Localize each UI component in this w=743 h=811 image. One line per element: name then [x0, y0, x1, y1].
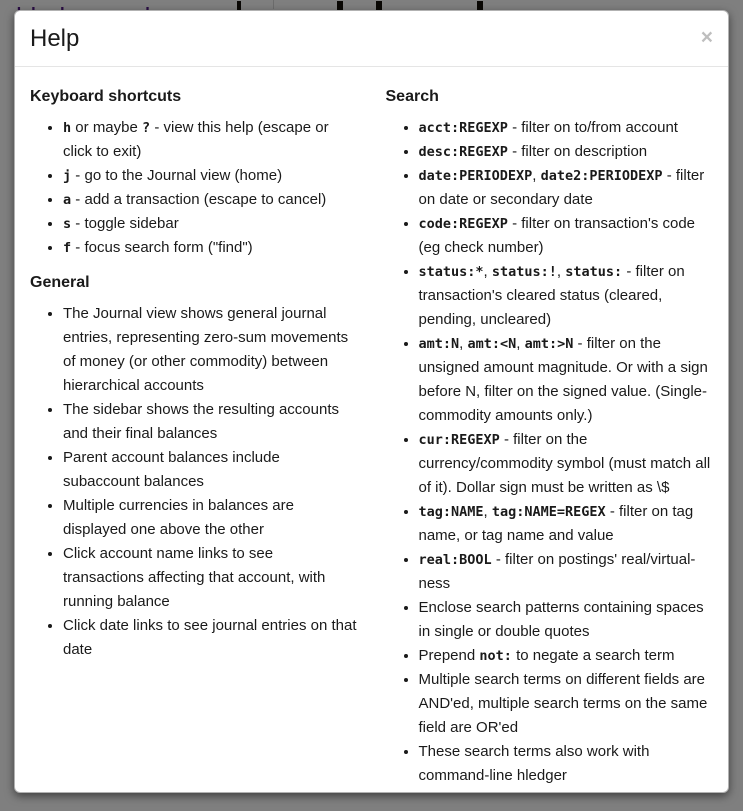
help-list-item	[419, 740, 714, 788]
help-text: The sidebar shows the resulting accounts and their final balances	[63, 401, 339, 442]
help-text: These search terms also work with command-line hledger	[418, 743, 650, 784]
help-text: ,	[516, 335, 525, 352]
help-text: - toggle sidebar	[71, 215, 179, 232]
help-list	[30, 302, 358, 662]
modal-header	[15, 11, 728, 67]
help-list-item	[419, 212, 714, 260]
help-text: ,	[483, 503, 492, 520]
help-text: ,	[556, 263, 566, 280]
help-list-item	[63, 302, 358, 398]
help-list-item	[63, 212, 358, 236]
code-term: tag:NAME=REGEX	[491, 504, 606, 520]
code-term: date2:PERIODEXP	[540, 168, 663, 184]
close-button[interactable]: ×	[700, 26, 713, 49]
section-heading: Search	[385, 88, 439, 105]
help-text: ,	[532, 167, 541, 184]
help-list-item	[419, 548, 714, 596]
help-text: Click date links to see journal entries on that date	[63, 617, 357, 658]
help-list-item	[419, 644, 714, 668]
help-column-right	[372, 74, 714, 793]
help-list-item	[419, 500, 714, 548]
help-text: - filter on the currency/commodity symbol (must match all of it). Dollar sign must be written as \$	[418, 431, 711, 496]
help-list-item	[419, 164, 714, 212]
help-list-item	[419, 428, 714, 500]
code-term: cur:REGEXP	[418, 432, 500, 448]
help-list-item	[419, 668, 714, 740]
help-text: - go to the Journal view (home)	[71, 167, 283, 184]
code-term: amt:>N	[524, 336, 574, 352]
section-heading: Keyboard shortcuts	[30, 88, 182, 105]
code-term: status:!	[491, 264, 557, 280]
help-text: - focus search form ("find")	[71, 239, 253, 256]
code-term: code:REGEXP	[418, 216, 508, 232]
help-text: Enclose search patterns containing spaces in single or double quotes	[418, 599, 704, 640]
help-text: ,	[459, 335, 468, 352]
code-term: date:PERIODEXP	[418, 168, 533, 184]
help-text: Multiple currencies in balances are displayed one above the other	[63, 497, 294, 538]
help-modal	[14, 10, 729, 793]
code-term: real:BOOL	[418, 552, 492, 568]
help-text: - add a transaction (escape to cancel)	[71, 191, 327, 208]
help-text: - filter on to/from account	[507, 119, 678, 136]
help-list-item	[63, 542, 358, 614]
help-list-item	[63, 494, 358, 542]
help-list-item	[63, 116, 358, 164]
help-list	[30, 116, 358, 260]
code-term: tag:NAME	[418, 504, 484, 520]
help-list-item	[63, 164, 358, 188]
help-text: - filter on description	[507, 143, 648, 160]
help-text: - filter on date or secondary date	[418, 167, 705, 208]
help-text: - filter on transaction's code (eg check number)	[418, 215, 696, 256]
help-list-item	[63, 398, 358, 446]
modal-title: Help	[30, 25, 80, 52]
code-term: not:	[479, 648, 512, 664]
code-term: status:*	[418, 264, 484, 280]
code-term: h	[63, 120, 72, 136]
section-heading: General	[30, 274, 90, 291]
help-text: - view this help (escape or click to exit)	[63, 119, 329, 160]
help-list-item	[419, 140, 714, 164]
help-text: or maybe	[71, 119, 143, 136]
modal-body	[15, 67, 728, 793]
code-term: status:	[565, 264, 623, 280]
code-term: desc:REGEXP	[418, 144, 508, 160]
code-term: f	[63, 240, 72, 256]
help-text: The Journal view shows general journal entries, representing zero-sum movements of money (or other commodity) between hierarchical accounts	[63, 305, 349, 394]
help-list-item	[63, 446, 358, 494]
help-list	[386, 116, 714, 788]
help-list-item	[419, 116, 714, 140]
code-term: j	[63, 168, 72, 184]
help-text: - filter on postings' real/virtual-ness	[418, 551, 696, 592]
help-text: ,	[483, 263, 492, 280]
code-term: amt:N	[418, 336, 460, 352]
code-term: amt:<N	[467, 336, 517, 352]
help-text: Click account name links to see transactions affecting that account, with running balance	[63, 545, 326, 610]
help-text: - filter on the unsigned amount magnitude. Or with a sign before N, filter on the signed value. (Single-commodity amounts only.)	[418, 335, 708, 424]
code-term: ?	[142, 120, 151, 136]
help-text: Parent account balances include subaccount balances	[63, 449, 280, 490]
help-list-item	[419, 596, 714, 644]
help-list-item	[63, 236, 358, 260]
help-column-left	[30, 74, 372, 793]
code-term: a	[63, 192, 72, 208]
help-list-item	[419, 260, 714, 332]
code-term: s	[63, 216, 72, 232]
help-list-item	[63, 188, 358, 212]
help-list-item	[419, 332, 714, 428]
help-text: - filter on transaction's cleared status (cleared, pending, uncleared)	[418, 263, 685, 328]
code-term: acct:REGEXP	[418, 120, 508, 136]
help-text: to negate a search term	[511, 647, 675, 664]
help-text: - filter on tag name, or tag name and value	[418, 503, 694, 544]
help-list-item	[63, 614, 358, 662]
help-text: Multiple search terms on different fields are AND'ed, multiple search terms on the same field are OR'ed	[418, 671, 708, 736]
help-text: Prepend	[418, 647, 480, 664]
